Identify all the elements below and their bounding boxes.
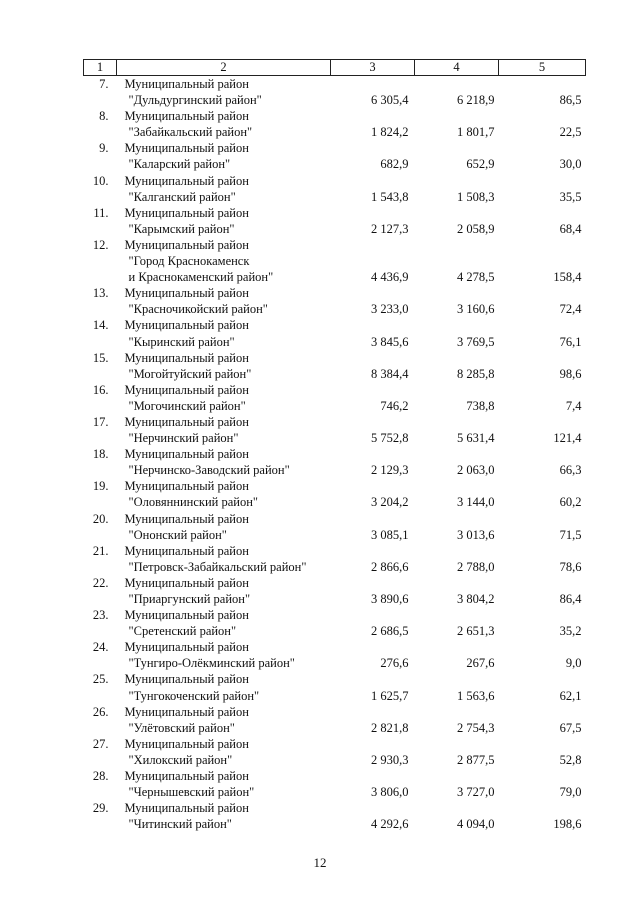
row-number: 27. [92,736,109,751]
district-title-line: "Улётовский район" [128,720,235,735]
value-col-4: 4 278,5 [457,270,495,285]
value-col-5: 52,8 [559,752,582,767]
district-title-line: "Каларский район" [128,157,231,172]
table-row [84,800,586,832]
district-title-line: "Нерчинский район" [128,431,239,446]
value-col-3: 4 436,9 [371,270,409,285]
district-type: Муниципальный район [124,704,249,719]
row-number: 10. [92,173,109,188]
district-type: Муниципальный район [124,608,249,623]
district-name [117,607,331,639]
district-name [117,173,331,205]
table-row [84,704,586,736]
district-title-line: "Читинский район" [128,817,232,832]
value-col-4: 3 144,0 [457,495,495,510]
district-title-line: "Сретенский район" [128,624,237,639]
row-number: 19. [92,479,109,494]
row-number: 14. [92,318,109,333]
district-name [117,446,331,478]
district-title-line: "Оловяннинский район" [128,495,259,510]
district-type: Муниципальный район [124,141,249,156]
district-title-line: и Краснокаменский район" [128,270,274,285]
value-col-4: 8 285,8 [457,366,495,381]
value-col-3: 4 292,6 [371,817,409,832]
row-number: 17. [92,414,109,429]
table-row [84,575,586,607]
value-col-3: 3 204,2 [371,495,409,510]
value-col-3: 1 625,7 [371,688,409,703]
value-col-5: 78,6 [559,559,582,574]
district-name [117,382,331,414]
row-number: 24. [92,640,109,655]
value-col-3: 2 686,5 [371,624,409,639]
value-col-3: 1 543,8 [371,189,409,204]
row-number: 12. [92,237,109,252]
district-type: Муниципальный район [124,543,249,558]
value-col-3: 3 845,6 [371,334,409,349]
row-number: 7. [99,77,109,91]
value-col-4: 6 218,9 [457,93,495,108]
district-type: Муниципальный район [124,479,249,494]
district-title-line: "Могойтуйский район" [128,366,252,381]
district-name [117,205,331,237]
district-type: Муниципальный район [124,736,249,751]
district-name [117,414,331,446]
district-title-line: "Хилокский район" [128,752,233,767]
district-type: Муниципальный район [124,575,249,590]
table-row [84,205,586,237]
row-number: 9. [99,141,109,156]
header-cell-1: 1 [84,60,117,76]
district-title-line: "Могочинский район" [128,398,246,413]
value-col-3: 5 752,8 [371,431,409,446]
district-title-line: "Дульдургинский район" [128,93,262,108]
value-col-5: 22,5 [559,125,582,140]
district-title-line: "Тунгокоченский район" [128,688,260,703]
value-col-5: 68,4 [559,221,582,236]
value-col-4: 1 508,3 [457,189,495,204]
table-body [84,76,586,833]
value-col-3: 2 129,3 [371,463,409,478]
value-col-3: 1 824,2 [371,125,409,140]
district-title-line: "Кыринский район" [128,334,235,349]
value-col-4: 738,8 [466,398,495,413]
value-col-4: 2 788,0 [457,559,495,574]
value-col-4: 3 013,6 [457,527,495,542]
district-type: Муниципальный район [124,769,249,784]
value-col-4: 267,6 [466,656,495,671]
district-type: Муниципальный район [124,801,249,816]
district-name [117,478,331,510]
table-header [84,60,586,76]
district-name [117,768,331,800]
value-col-5: 62,1 [559,688,582,703]
value-col-4: 2 754,3 [457,720,495,735]
row-number: 16. [92,382,109,397]
value-col-4: 3 804,2 [457,592,495,606]
table-row [84,768,586,800]
district-name [117,671,331,703]
value-col-3: 3 806,0 [371,785,409,800]
row-number: 29. [92,801,109,816]
district-type: Муниципальный район [124,640,249,655]
value-col-3: 3 890,6 [371,592,409,606]
district-name [117,800,331,832]
district-title-line: "Чернышевский район" [128,785,255,800]
value-col-4: 1 563,6 [457,688,495,703]
table-row [84,736,586,768]
value-col-4: 3 727,0 [457,785,495,800]
value-col-5: 71,5 [559,527,582,542]
district-type: Муниципальный район [124,318,249,333]
row-number: 20. [92,511,109,526]
row-number: 21. [92,543,109,558]
district-name [117,317,331,349]
table-row [84,350,586,382]
table-row [84,285,586,317]
district-name [117,237,331,285]
district-type: Муниципальный район [124,447,249,462]
row-number: 8. [99,109,109,124]
district-name [117,511,331,543]
district-title-line: "Нерчинско-Заводский район" [128,463,290,478]
table-row [84,607,586,639]
value-col-5: 35,5 [559,189,582,204]
district-type: Муниципальный район [124,173,249,188]
value-col-3: 682,9 [380,157,409,172]
value-col-4: 5 631,4 [457,431,495,446]
district-name [117,639,331,671]
value-col-5: 158,4 [553,270,582,285]
table-row [84,108,586,140]
value-col-5: 79,0 [559,785,582,800]
district-type: Муниципальный район [124,237,249,252]
value-col-3: 2 866,6 [371,559,409,574]
value-col-5: 7,4 [565,398,582,413]
value-col-4: 652,9 [466,157,495,172]
district-name [117,350,331,382]
district-type: Муниципальный район [124,286,249,301]
row-number: 26. [92,704,109,719]
row-number: 28. [92,769,109,784]
district-title-line: "Город Краснокаменск [128,254,250,269]
value-col-5: 72,4 [559,302,582,317]
district-name [117,76,331,109]
district-title-line: "Петровск-Забайкальский район" [128,559,307,574]
value-col-4: 2 877,5 [457,752,495,767]
district-title-line: "Тунгиро-Олёкминский район" [128,656,295,671]
header-cell-3: 3 [331,60,415,76]
table-row [84,317,586,349]
table-row [84,237,586,285]
district-type: Муниципальный район [124,672,249,687]
row-number: 11. [93,205,109,220]
table-row [84,446,586,478]
district-name [117,140,331,172]
value-col-3: 6 305,4 [371,93,409,108]
value-col-3: 8 384,4 [371,366,409,381]
table-row [84,671,586,703]
value-col-3: 276,6 [380,656,409,671]
district-type: Муниципальный район [124,511,249,526]
value-col-5: 76,1 [559,334,582,349]
value-col-3: 746,2 [380,398,409,413]
district-title-line: "Калганский район" [128,189,236,204]
table-row [84,140,586,172]
value-col-3: 3 233,0 [371,302,409,317]
value-col-4: 1 801,7 [457,125,495,140]
table-row [84,382,586,414]
value-col-4: 2 058,9 [457,221,495,236]
value-col-5: 35,2 [559,624,582,639]
district-type: Муниципальный район [124,205,249,220]
district-name [117,736,331,768]
value-col-4: 3 769,5 [457,334,495,349]
value-col-5: 98,6 [559,366,582,381]
district-name [117,575,331,607]
value-col-5: 86,5 [559,93,582,108]
row-number: 22. [92,575,109,590]
row-number: 18. [92,447,109,462]
header-cell-4: 4 [415,60,499,76]
table-row [84,76,586,109]
value-col-3: 2 127,3 [371,221,409,236]
value-col-4: 2 063,0 [457,463,495,478]
district-title-line: "Ононский район" [128,527,227,542]
value-col-5: 30,0 [559,157,582,172]
table-row [84,543,586,575]
table-row [84,478,586,510]
table-row [84,511,586,543]
value-col-3: 2 821,8 [371,720,409,735]
district-type: Муниципальный район [124,109,249,124]
district-type: Муниципальный район [124,414,249,429]
value-col-3: 3 085,1 [371,527,409,542]
row-number: 13. [92,286,109,301]
district-title-line: "Забайкальский район" [128,125,253,140]
row-number: 23. [92,608,109,623]
value-col-5: 60,2 [559,495,582,510]
row-number: 25. [92,672,109,687]
district-type: Муниципальный район [124,382,249,397]
district-type: Муниципальный район [124,350,249,365]
value-col-5: 86,4 [559,592,582,606]
value-col-4: 4 094,0 [457,817,495,832]
district-name [117,704,331,736]
table-row [84,639,586,671]
district-type: Муниципальный район [124,77,249,91]
value-col-5: 121,4 [553,431,582,446]
budget-table [83,59,586,832]
district-title-line: "Карымский район" [128,221,235,236]
district-name [117,108,331,140]
table-row [84,414,586,446]
district-title-line: "Красночикойский район" [128,302,268,317]
value-col-4: 3 160,6 [457,302,495,317]
value-col-3: 2 930,3 [371,752,409,767]
header-cell-5: 5 [499,60,586,76]
value-col-5: 198,6 [553,817,582,832]
page-number: 12 [313,855,327,870]
district-title-line: "Приаргунский район" [128,592,251,606]
district-name [117,543,331,575]
row-number: 15. [92,350,109,365]
value-col-4: 2 651,3 [457,624,495,639]
table-row [84,173,586,205]
value-col-5: 9,0 [565,656,582,671]
value-col-5: 67,5 [559,720,582,735]
value-col-5: 66,3 [559,463,582,478]
district-name [117,285,331,317]
header-cell-2: 2 [117,60,331,76]
